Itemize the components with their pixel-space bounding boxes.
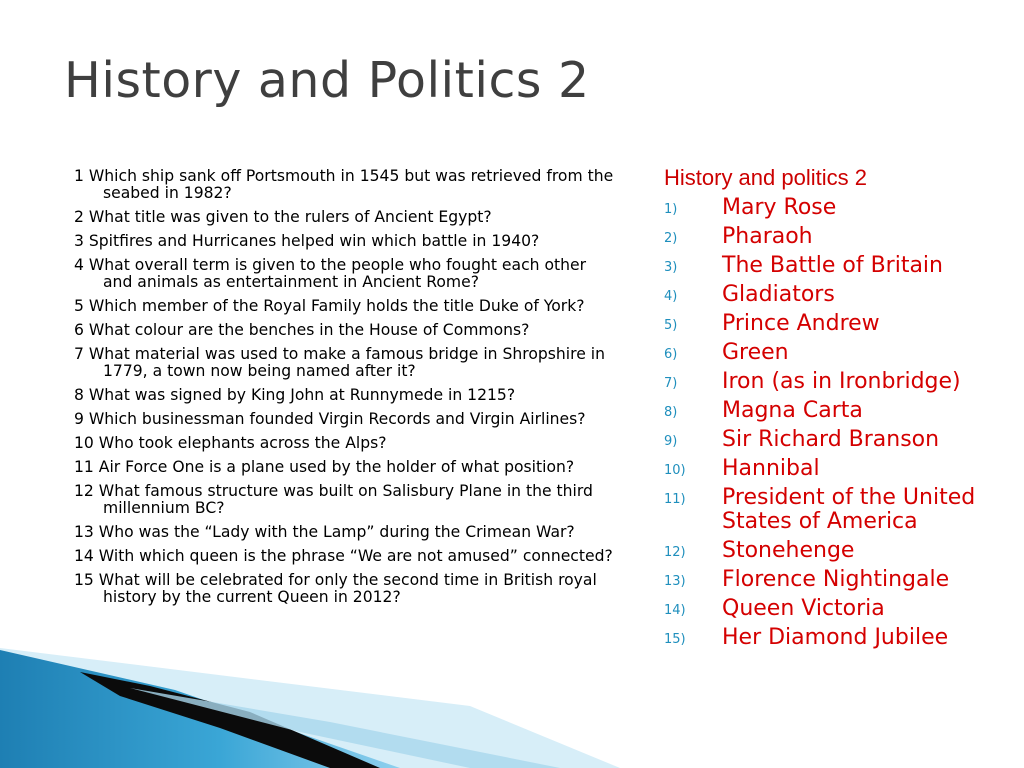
answer-number: 11) xyxy=(664,492,686,507)
answer-item xyxy=(664,281,1004,310)
question-item: 3 Spitfires and Hurricanes helped win which battle in 1940? xyxy=(74,232,540,250)
answer-item xyxy=(664,310,1004,339)
answer-text: Florence Nightingale xyxy=(722,567,950,592)
answer-number: 13) xyxy=(664,574,686,589)
answers-list xyxy=(664,194,1004,653)
answer-item xyxy=(664,339,1004,368)
answer-number: 5) xyxy=(664,318,678,333)
answer-number: 15) xyxy=(664,632,686,647)
answer-number: 9) xyxy=(664,434,678,449)
answer-text: Prince Andrew xyxy=(722,311,880,336)
answer-number: 14) xyxy=(664,603,686,618)
answer-number: 4) xyxy=(664,289,678,304)
answer-item xyxy=(664,537,1004,566)
answer-item xyxy=(664,194,1004,223)
answer-item xyxy=(664,484,1004,537)
question-item: 1 Which ship sank off Portsmouth in 1545 but was retrieved from the seabed in 1982? xyxy=(74,167,614,202)
answer-item xyxy=(664,595,1004,624)
answer-item xyxy=(664,368,1004,397)
question-item: 11 Air Force One is a plane used by the holder of what position? xyxy=(74,458,575,476)
answer-text: The Battle of Britain xyxy=(722,253,943,278)
answer-text: Queen Victoria xyxy=(722,596,885,621)
question-item: 10 Who took elephants across the Alps? xyxy=(74,434,387,452)
answer-text: Her Diamond Jubilee xyxy=(722,625,949,650)
answer-item xyxy=(664,397,1004,426)
answer-text: Green xyxy=(722,340,789,365)
answer-number: 8) xyxy=(664,405,678,420)
question-item: 8 What was signed by King John at Runnymede in 1215? xyxy=(74,386,516,404)
answer-number: 10) xyxy=(664,463,686,478)
question-item: 7 What material was used to make a famous bridge in Shropshire in 1779, a town now being named after it? xyxy=(74,345,605,380)
answer-text: Sir Richard Branson xyxy=(722,427,940,452)
answers-heading: History and politics 2 xyxy=(664,165,867,190)
answer-number: 6) xyxy=(664,347,678,362)
answer-text: Mary Rose xyxy=(722,195,837,220)
answer-text: President of the United States of America xyxy=(722,485,976,534)
answer-number: 12) xyxy=(664,545,686,560)
answer-item xyxy=(664,426,1004,455)
question-item: 9 Which businessman founded Virgin Records and Virgin Airlines? xyxy=(74,410,586,428)
answer-text: Stonehenge xyxy=(722,538,855,563)
answer-item xyxy=(664,223,1004,252)
answer-number: 2) xyxy=(664,231,678,246)
question-item: 12 What famous structure was built on Salisbury Plane in the third millennium BC? xyxy=(74,482,593,517)
question-item: 13 Who was the “Lady with the Lamp” during the Crimean War? xyxy=(74,523,575,541)
answer-item xyxy=(664,624,1004,653)
questions-list xyxy=(74,168,619,613)
answer-item xyxy=(664,455,1004,484)
question-item: 5 Which member of the Royal Family holds the title Duke of York? xyxy=(74,297,585,315)
answer-number: 1) xyxy=(664,202,678,217)
question-item: 14 With which queen is the phrase “We are not amused” connected? xyxy=(74,547,613,565)
answer-text: Hannibal xyxy=(722,456,820,481)
answer-text: Iron (as in Ironbridge) xyxy=(722,369,961,394)
answer-text: Pharaoh xyxy=(722,224,813,249)
answer-item xyxy=(664,252,1004,281)
question-item: 6 What colour are the benches in the House of Commons? xyxy=(74,321,530,339)
answer-text: Magna Carta xyxy=(722,398,863,423)
answer-number: 3) xyxy=(664,260,678,275)
slide-title: History and Politics 2 xyxy=(64,52,590,109)
question-item: 2 What title was given to the rulers of Ancient Egypt? xyxy=(74,208,492,226)
answer-item xyxy=(664,566,1004,595)
question-item: 4 What overall term is given to the people who fought each other and animals as entertainment in Ancient Rome? xyxy=(74,256,587,291)
answer-number: 7) xyxy=(664,376,678,391)
answer-text: Gladiators xyxy=(722,282,835,307)
question-item: 15 What will be celebrated for only the second time in British royal history by the current Queen in 2012? xyxy=(74,571,597,606)
